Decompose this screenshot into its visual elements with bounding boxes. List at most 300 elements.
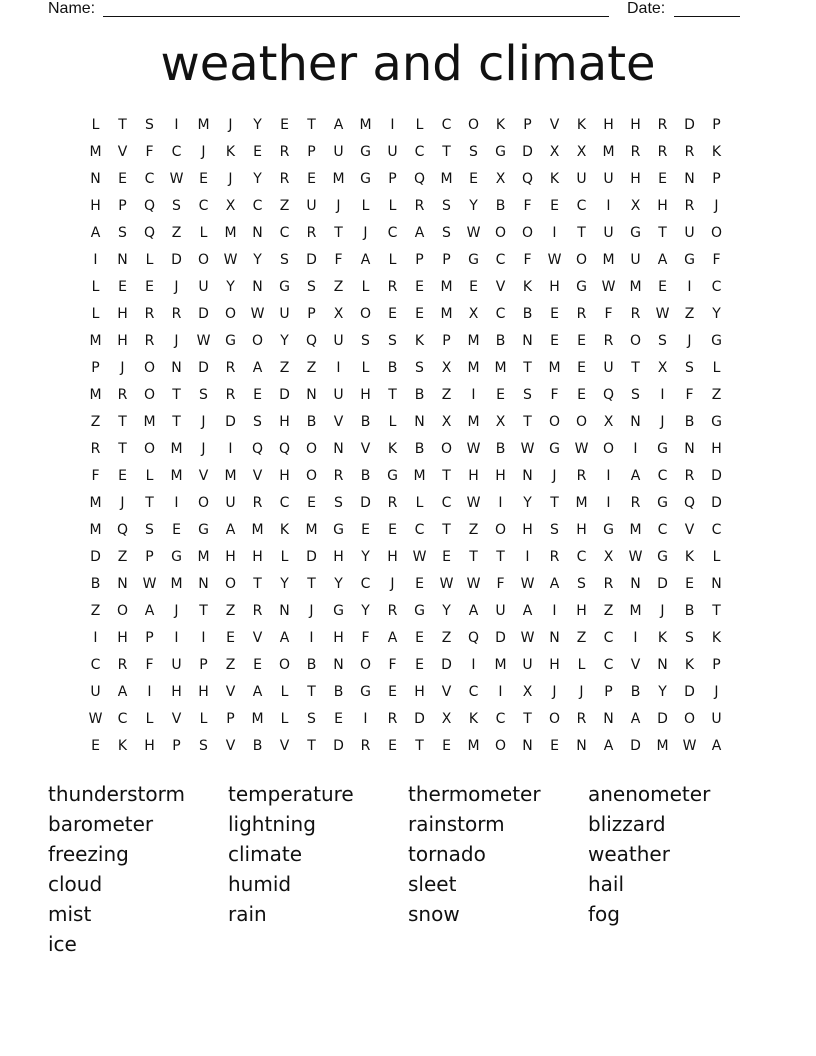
grid-letter[interactable]: L <box>361 360 370 376</box>
grid-letter[interactable]: F <box>523 252 532 268</box>
grid-letter[interactable]: E <box>685 576 694 592</box>
grid-letter[interactable]: E <box>550 306 559 322</box>
grid-letter[interactable]: L <box>91 306 100 322</box>
grid-letter[interactable]: L <box>145 711 154 727</box>
grid-letter[interactable]: B <box>495 441 506 457</box>
grid-letter[interactable]: F <box>550 387 559 403</box>
grid-letter[interactable]: O <box>359 306 372 322</box>
grid-letter[interactable]: I <box>201 630 206 646</box>
grid-letter[interactable]: X <box>468 306 479 322</box>
grid-letter[interactable]: L <box>712 360 721 376</box>
grid-letter[interactable]: L <box>388 252 397 268</box>
grid-letter[interactable]: S <box>631 387 640 403</box>
grid-letter[interactable]: O <box>143 360 156 376</box>
grid-letter[interactable]: Y <box>712 306 721 322</box>
grid-letter[interactable]: C <box>495 711 506 727</box>
grid-letter[interactable]: O <box>467 117 480 133</box>
grid-letter[interactable]: D <box>522 144 533 160</box>
grid-letter[interactable]: J <box>552 684 557 700</box>
grid-letter[interactable]: P <box>145 549 154 565</box>
grid-letter[interactable]: M <box>440 306 453 322</box>
grid-letter[interactable]: C <box>495 252 506 268</box>
grid-letter[interactable]: H <box>603 117 614 133</box>
grid-letter[interactable]: H <box>279 414 290 430</box>
grid-letter[interactable]: J <box>363 225 368 241</box>
grid-letter[interactable]: Y <box>469 198 478 214</box>
grid-letter[interactable]: E <box>118 279 127 295</box>
grid-letter[interactable]: N <box>306 387 317 403</box>
grid-letter[interactable]: H <box>252 549 263 565</box>
grid-letter[interactable]: O <box>575 414 588 430</box>
grid-letter[interactable]: E <box>307 495 316 511</box>
grid-letter[interactable]: D <box>225 414 236 430</box>
grid-letter[interactable]: W <box>169 171 184 187</box>
grid-letter[interactable]: N <box>684 171 695 187</box>
grid-letter[interactable]: R <box>387 279 398 295</box>
grid-letter[interactable]: M <box>89 144 102 160</box>
grid-letter[interactable]: F <box>388 657 397 673</box>
grid-letter[interactable]: A <box>630 711 641 727</box>
grid-letter[interactable]: E <box>415 657 424 673</box>
grid-letter[interactable]: H <box>279 468 290 484</box>
grid-letter[interactable]: J <box>714 684 719 700</box>
grid-letter[interactable]: A <box>549 576 560 592</box>
grid-letter[interactable]: C <box>252 198 263 214</box>
grid-letter[interactable]: O <box>629 333 642 349</box>
grid-letter[interactable]: G <box>657 495 668 511</box>
grid-letter[interactable]: T <box>307 117 316 133</box>
grid-letter[interactable]: Q <box>467 630 480 646</box>
grid-letter[interactable]: D <box>414 711 425 727</box>
grid-letter[interactable]: U <box>522 657 533 673</box>
grid-letter[interactable]: K <box>711 630 722 646</box>
grid-letter[interactable]: F <box>496 576 505 592</box>
grid-letter[interactable]: O <box>305 468 318 484</box>
grid-letter[interactable]: E <box>388 684 397 700</box>
grid-letter[interactable]: Z <box>117 549 128 565</box>
grid-letter[interactable]: Q <box>116 522 129 538</box>
grid-letter[interactable]: E <box>550 198 559 214</box>
grid-letter[interactable]: A <box>657 252 668 268</box>
grid-letter[interactable]: J <box>552 468 557 484</box>
grid-letter[interactable]: N <box>522 333 533 349</box>
grid-letter[interactable]: L <box>199 225 208 241</box>
grid-letter[interactable]: G <box>468 252 479 268</box>
grid-letter[interactable]: G <box>657 549 668 565</box>
grid-letter[interactable]: C <box>657 522 668 538</box>
grid-letter[interactable]: W <box>601 279 616 295</box>
grid-letter[interactable]: I <box>498 495 503 511</box>
grid-letter[interactable]: A <box>711 738 722 754</box>
grid-letter[interactable]: H <box>630 117 641 133</box>
grid-letter[interactable]: Z <box>711 387 722 403</box>
grid-letter[interactable]: R <box>144 306 155 322</box>
grid-letter[interactable]: X <box>333 306 344 322</box>
grid-letter[interactable]: G <box>333 522 344 538</box>
grid-letter[interactable]: Y <box>226 279 235 295</box>
grid-letter[interactable]: N <box>252 225 263 241</box>
grid-letter[interactable]: N <box>198 576 209 592</box>
grid-letter[interactable]: B <box>306 414 317 430</box>
grid-letter[interactable]: E <box>469 279 478 295</box>
grid-letter[interactable]: N <box>549 630 560 646</box>
grid-letter[interactable]: E <box>280 117 289 133</box>
grid-letter[interactable]: N <box>414 414 425 430</box>
grid-letter[interactable]: I <box>174 630 179 646</box>
grid-letter[interactable]: F <box>712 252 721 268</box>
grid-letter[interactable]: A <box>252 684 263 700</box>
grid-letter[interactable]: M <box>170 576 183 592</box>
grid-letter[interactable]: K <box>549 171 560 187</box>
grid-letter[interactable]: X <box>603 549 614 565</box>
grid-letter[interactable]: G <box>630 225 641 241</box>
grid-letter[interactable]: U <box>225 495 236 511</box>
grid-letter[interactable]: C <box>198 198 209 214</box>
grid-letter[interactable]: D <box>198 306 209 322</box>
grid-letter[interactable]: G <box>684 252 695 268</box>
grid-letter[interactable]: R <box>630 306 641 322</box>
grid-letter[interactable]: L <box>280 711 289 727</box>
grid-letter[interactable]: P <box>307 306 316 322</box>
grid-letter[interactable]: P <box>712 171 721 187</box>
grid-letter[interactable]: R <box>117 657 128 673</box>
grid-letter[interactable]: L <box>280 684 289 700</box>
grid-letter[interactable]: O <box>359 657 372 673</box>
grid-letter[interactable]: Q <box>278 441 291 457</box>
grid-letter[interactable]: C <box>279 225 290 241</box>
grid-letter[interactable]: T <box>199 603 208 619</box>
grid-letter[interactable]: P <box>307 144 316 160</box>
grid-letter[interactable]: E <box>388 738 397 754</box>
grid-letter[interactable]: Q <box>251 441 264 457</box>
grid-letter[interactable]: B <box>495 198 506 214</box>
grid-letter[interactable]: H <box>522 522 533 538</box>
grid-letter[interactable]: T <box>442 144 451 160</box>
grid-letter[interactable]: M <box>143 414 156 430</box>
grid-letter[interactable]: Y <box>361 549 370 565</box>
grid-letter[interactable]: H <box>117 630 128 646</box>
grid-letter[interactable]: K <box>576 117 587 133</box>
grid-letter[interactable]: A <box>225 522 236 538</box>
grid-letter[interactable]: B <box>360 414 371 430</box>
grid-letter[interactable]: J <box>174 333 179 349</box>
grid-letter[interactable]: Y <box>253 171 262 187</box>
grid-letter[interactable]: H <box>90 198 101 214</box>
grid-letter[interactable]: R <box>414 198 425 214</box>
grid-letter[interactable]: F <box>145 144 154 160</box>
grid-letter[interactable]: C <box>117 711 128 727</box>
grid-letter[interactable]: R <box>279 171 290 187</box>
grid-letter[interactable]: Y <box>658 684 667 700</box>
grid-letter[interactable]: R <box>603 333 614 349</box>
grid-letter[interactable]: N <box>90 171 101 187</box>
grid-letter[interactable]: J <box>687 333 692 349</box>
grid-letter[interactable]: A <box>279 630 290 646</box>
grid-letter[interactable]: N <box>117 576 128 592</box>
grid-letter[interactable]: H <box>549 657 560 673</box>
grid-letter[interactable]: M <box>494 657 507 673</box>
grid-letter[interactable]: Y <box>280 333 289 349</box>
grid-letter[interactable]: R <box>333 468 344 484</box>
grid-letter[interactable]: I <box>471 657 476 673</box>
grid-letter[interactable]: V <box>684 522 695 538</box>
grid-letter[interactable]: Y <box>253 117 262 133</box>
grid-letter[interactable]: K <box>684 657 695 673</box>
grid-letter[interactable]: B <box>522 306 533 322</box>
grid-letter[interactable]: X <box>576 144 587 160</box>
grid-letter[interactable]: O <box>143 387 156 403</box>
grid-letter[interactable]: W <box>628 549 643 565</box>
grid-letter[interactable]: U <box>333 333 344 349</box>
grid-letter[interactable]: X <box>441 414 452 430</box>
grid-letter[interactable]: E <box>118 468 127 484</box>
grid-letter[interactable]: H <box>495 468 506 484</box>
grid-letter[interactable]: O <box>440 441 453 457</box>
grid-letter[interactable]: I <box>606 198 611 214</box>
grid-letter[interactable]: L <box>712 549 721 565</box>
grid-letter[interactable]: E <box>388 522 397 538</box>
grid-letter[interactable]: O <box>197 495 210 511</box>
grid-letter[interactable]: R <box>387 495 398 511</box>
grid-letter[interactable]: K <box>711 144 722 160</box>
grid-letter[interactable]: Q <box>683 495 696 511</box>
grid-letter[interactable]: A <box>90 225 101 241</box>
grid-letter[interactable]: H <box>657 198 668 214</box>
grid-letter[interactable]: J <box>336 198 341 214</box>
grid-letter[interactable]: J <box>120 495 125 511</box>
grid-letter[interactable]: C <box>603 657 614 673</box>
grid-letter[interactable]: U <box>576 171 587 187</box>
grid-letter[interactable]: L <box>415 117 424 133</box>
grid-letter[interactable]: T <box>469 549 478 565</box>
grid-letter[interactable]: B <box>414 387 425 403</box>
grid-letter[interactable]: R <box>576 711 587 727</box>
grid-letter[interactable]: Z <box>90 414 101 430</box>
grid-letter[interactable]: K <box>225 144 236 160</box>
grid-letter[interactable]: M <box>305 522 318 538</box>
grid-letter[interactable]: S <box>577 576 586 592</box>
grid-letter[interactable]: C <box>171 144 182 160</box>
grid-letter[interactable]: S <box>118 225 127 241</box>
grid-letter[interactable]: M <box>332 171 345 187</box>
grid-letter[interactable]: R <box>90 441 101 457</box>
grid-letter[interactable]: E <box>388 306 397 322</box>
grid-letter[interactable]: P <box>415 252 424 268</box>
grid-letter[interactable]: Z <box>225 603 236 619</box>
grid-letter[interactable]: J <box>174 279 179 295</box>
grid-letter[interactable]: H <box>117 333 128 349</box>
grid-letter[interactable]: V <box>630 657 641 673</box>
grid-letter[interactable]: T <box>712 603 721 619</box>
grid-letter[interactable]: M <box>359 117 372 133</box>
grid-letter[interactable]: T <box>658 225 667 241</box>
grid-letter[interactable]: O <box>521 225 534 241</box>
grid-letter[interactable]: Z <box>306 360 317 376</box>
grid-letter[interactable]: J <box>660 414 665 430</box>
grid-letter[interactable]: Y <box>523 495 532 511</box>
grid-letter[interactable]: V <box>495 279 506 295</box>
grid-letter[interactable]: X <box>657 360 668 376</box>
grid-letter[interactable]: D <box>441 657 452 673</box>
grid-letter[interactable]: H <box>576 522 587 538</box>
grid-letter[interactable]: G <box>414 603 425 619</box>
grid-letter[interactable]: B <box>630 684 641 700</box>
grid-letter[interactable]: T <box>523 711 532 727</box>
grid-letter[interactable]: X <box>495 414 506 430</box>
grid-letter[interactable]: M <box>89 495 102 511</box>
grid-letter[interactable]: E <box>442 738 451 754</box>
grid-letter[interactable]: F <box>91 468 100 484</box>
grid-letter[interactable]: J <box>714 198 719 214</box>
grid-letter[interactable]: C <box>441 117 452 133</box>
grid-letter[interactable]: Y <box>334 576 343 592</box>
grid-letter[interactable]: V <box>279 738 290 754</box>
grid-letter[interactable]: B <box>684 414 695 430</box>
grid-letter[interactable]: S <box>280 252 289 268</box>
grid-letter[interactable]: W <box>196 333 211 349</box>
grid-letter[interactable]: I <box>93 252 98 268</box>
grid-letter[interactable]: E <box>253 657 262 673</box>
grid-letter[interactable]: M <box>251 711 264 727</box>
grid-letter[interactable]: U <box>333 144 344 160</box>
grid-letter[interactable]: G <box>711 414 722 430</box>
grid-letter[interactable]: N <box>657 657 668 673</box>
grid-letter[interactable]: F <box>685 387 694 403</box>
grid-letter[interactable]: M <box>602 144 615 160</box>
grid-letter[interactable]: B <box>90 576 101 592</box>
grid-letter[interactable]: H <box>468 468 479 484</box>
grid-letter[interactable]: N <box>576 738 587 754</box>
grid-letter[interactable]: Z <box>684 306 695 322</box>
grid-letter[interactable]: T <box>415 738 424 754</box>
grid-letter[interactable]: F <box>523 198 532 214</box>
grid-letter[interactable]: O <box>494 738 507 754</box>
grid-letter[interactable]: L <box>91 117 100 133</box>
grid-letter[interactable]: E <box>307 171 316 187</box>
grid-letter[interactable]: W <box>250 306 265 322</box>
grid-letter[interactable]: S <box>442 198 451 214</box>
grid-letter[interactable]: D <box>279 387 290 403</box>
grid-letter[interactable]: O <box>548 414 561 430</box>
grid-letter[interactable]: R <box>306 225 317 241</box>
grid-letter[interactable]: G <box>576 279 587 295</box>
grid-letter[interactable]: N <box>333 657 344 673</box>
grid-letter[interactable]: T <box>442 468 451 484</box>
grid-letter[interactable]: M <box>602 252 615 268</box>
grid-letter[interactable]: O <box>224 576 237 592</box>
grid-letter[interactable]: X <box>522 684 533 700</box>
grid-letter[interactable]: O <box>143 441 156 457</box>
grid-letter[interactable]: M <box>251 522 264 538</box>
grid-letter[interactable]: E <box>415 306 424 322</box>
grid-letter[interactable]: R <box>279 144 290 160</box>
grid-letter[interactable]: W <box>412 549 427 565</box>
grid-letter[interactable]: H <box>198 684 209 700</box>
grid-letter[interactable]: L <box>388 414 397 430</box>
grid-letter[interactable]: E <box>253 387 262 403</box>
grid-letter[interactable]: D <box>333 738 344 754</box>
grid-letter[interactable]: S <box>307 711 316 727</box>
grid-letter[interactable]: Z <box>90 603 101 619</box>
grid-letter[interactable]: E <box>550 738 559 754</box>
grid-letter[interactable]: H <box>144 738 155 754</box>
grid-letter[interactable]: Y <box>442 603 451 619</box>
grid-letter[interactable]: M <box>440 279 453 295</box>
grid-letter[interactable]: L <box>415 495 424 511</box>
grid-letter[interactable]: G <box>171 549 182 565</box>
grid-letter[interactable]: O <box>602 441 615 457</box>
grid-letter[interactable]: R <box>225 360 236 376</box>
grid-letter[interactable]: Q <box>305 333 318 349</box>
grid-letter[interactable]: H <box>387 549 398 565</box>
grid-letter[interactable]: D <box>657 576 668 592</box>
grid-letter[interactable]: Q <box>413 171 426 187</box>
grid-letter[interactable]: O <box>494 225 507 241</box>
grid-letter[interactable]: E <box>469 171 478 187</box>
grid-letter[interactable]: P <box>172 738 181 754</box>
grid-letter[interactable]: U <box>90 684 101 700</box>
grid-letter[interactable]: M <box>89 387 102 403</box>
grid-letter[interactable]: L <box>361 198 370 214</box>
grid-letter[interactable]: V <box>225 738 236 754</box>
grid-letter[interactable]: K <box>684 549 695 565</box>
grid-letter[interactable]: B <box>252 738 263 754</box>
grid-letter[interactable]: I <box>498 684 503 700</box>
grid-letter[interactable]: Z <box>279 198 290 214</box>
grid-letter[interactable]: E <box>415 576 424 592</box>
grid-letter[interactable]: E <box>550 333 559 349</box>
grid-letter[interactable]: E <box>442 549 451 565</box>
grid-letter[interactable]: M <box>170 441 183 457</box>
grid-letter[interactable]: R <box>225 387 236 403</box>
grid-letter[interactable]: H <box>549 279 560 295</box>
grid-letter[interactable]: O <box>575 252 588 268</box>
grid-letter[interactable]: R <box>117 387 128 403</box>
grid-letter[interactable]: B <box>333 684 344 700</box>
grid-letter[interactable]: R <box>252 603 263 619</box>
grid-letter[interactable]: V <box>441 684 452 700</box>
grid-letter[interactable]: W <box>439 576 454 592</box>
grid-letter[interactable]: D <box>711 495 722 511</box>
grid-letter[interactable]: I <box>309 630 314 646</box>
grid-letter[interactable]: Q <box>602 387 615 403</box>
grid-letter[interactable]: M <box>89 522 102 538</box>
grid-letter[interactable]: O <box>683 711 696 727</box>
grid-letter[interactable]: G <box>603 522 614 538</box>
grid-letter[interactable]: B <box>684 603 695 619</box>
grid-letter[interactable]: D <box>90 549 101 565</box>
grid-letter[interactable]: M <box>440 171 453 187</box>
grid-letter[interactable]: R <box>684 198 695 214</box>
grid-letter[interactable]: N <box>522 468 533 484</box>
grid-letter[interactable]: Z <box>441 630 452 646</box>
grid-letter[interactable]: Z <box>576 630 587 646</box>
grid-letter[interactable]: R <box>630 144 641 160</box>
grid-letter[interactable]: M <box>494 360 507 376</box>
grid-letter[interactable]: P <box>712 657 721 673</box>
grid-letter[interactable]: W <box>574 441 589 457</box>
grid-letter[interactable]: X <box>630 198 641 214</box>
grid-letter[interactable]: D <box>171 252 182 268</box>
name-field[interactable] <box>103 0 609 17</box>
grid-letter[interactable]: H <box>333 630 344 646</box>
grid-letter[interactable]: L <box>577 657 586 673</box>
grid-letter[interactable]: T <box>442 522 451 538</box>
grid-letter[interactable]: I <box>336 360 341 376</box>
grid-letter[interactable]: W <box>520 441 535 457</box>
grid-letter[interactable]: Q <box>143 198 156 214</box>
grid-letter[interactable]: K <box>522 279 533 295</box>
